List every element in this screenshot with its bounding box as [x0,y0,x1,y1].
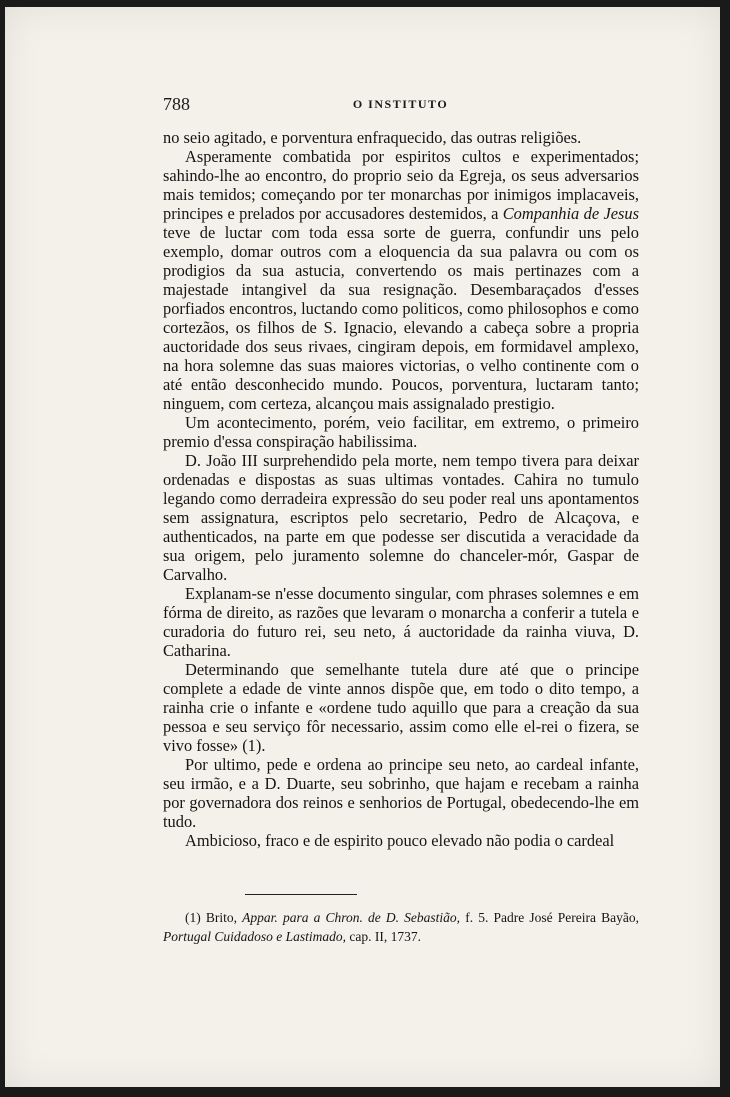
paragraph: no seio agitado, e porventura enfraquecido, das outras religiões. [163,128,582,147]
running-title: O INSTITUTO [352,97,449,111]
body-text [163,128,639,850]
footnote [163,908,639,946]
paragraph: Ambicioso, fraco e de espirito pouco elevado não podia o cardeal [185,831,615,850]
paragraph: Por ultimo, pede e ordena ao principe seu neto, ao cardeal infante, seu irmão, e a D. Duarte, seu sobrinho, que hajam e recebam a rainha por governadora dos reinos e senhorios de Portugal, obedecendo-lhe em tudo. [163,755,639,831]
paragraph: D. João III surprehendido pela morte, nem tempo tivera para deixar ordenadas e dispostas as suas ultimas vontades. Cahira no tumulo legando como derradeira expressão do seu poder real uns apontamentos sem assignatura, escriptos pelo secretario, Pedro de Alcaçova, e authenticados, na parte em que podesse ser discutida a veracidade da sua origem, pelo juramento solemne do chanceler-mór, Gaspar de Carvalho. [163,451,639,584]
footnote-text: (1) Brito, Appar. para a Chron. de D. Sebastião, f. 5. Padre José Pereira Bayão, Portugal Cuidadoso e Lastimado, cap. II, 1737. [163,910,639,944]
paragraph: Determinando que semelhante tutela dure até que o principe complete a edade de vinte annos dispõe que, em todo o dito tempo, a rainha crie o infante e «ordene tudo aquillo que para a creação da sua pessoa e seu serviço fôr necessario, assim como elle el-rei o fizera, se vivo fosse» (1). [163,660,639,755]
footnote-divider [245,894,357,895]
italic-title: Companhia de Jesus [502,204,639,223]
page-number: 788 [163,94,190,114]
paragraph: Explanam-se n'esse documento singular, com phrases solemnes e em fórma de direito, as razões que levaram o monarcha a conferir a tutela e curadoria do futuro rei, seu neto, á auctoridade da rainha viuva, D. Catharina. [163,584,639,660]
paragraph: Asperamente combatida por espiritos cultos e experimentados; sahindo-lhe ao encontro, do proprio seio da Egreja, os seus adversarios mais temidos; começando por ter monarchas por inimigos implacaveis, principes e prelados por accusadores destemidos, a Companhia de Jesus teve de luctar com toda essa sorte de guerra, confundir uns pelo exemplo, domar outros com a eloquencia da sua palavra ou com os prodigios da sua astucia, convertendo os mais pertinazes com a majestade intangivel da sua resignação. Desembaraçados d'esses porfiados encontros, luctando como politicos, como philosophos e como cortezãos, os filhos de S. Ignacio, elevando a cabeça sobre a propria auctoridade dos seus rivaes, cingiram depois, em formidavel amplexo, na hora solemne das suas maiores victorias, o velho continente com o até então desconhecido mundo. Poucos, porventura, luctaram tanto; ninguem, com certeza, alcançou mais assignalado prestigio. [163,147,639,413]
paragraph: Um acontecimento, porém, veio facilitar, em extremo, o primeiro premio d'essa conspiração habilissima. [163,413,639,451]
